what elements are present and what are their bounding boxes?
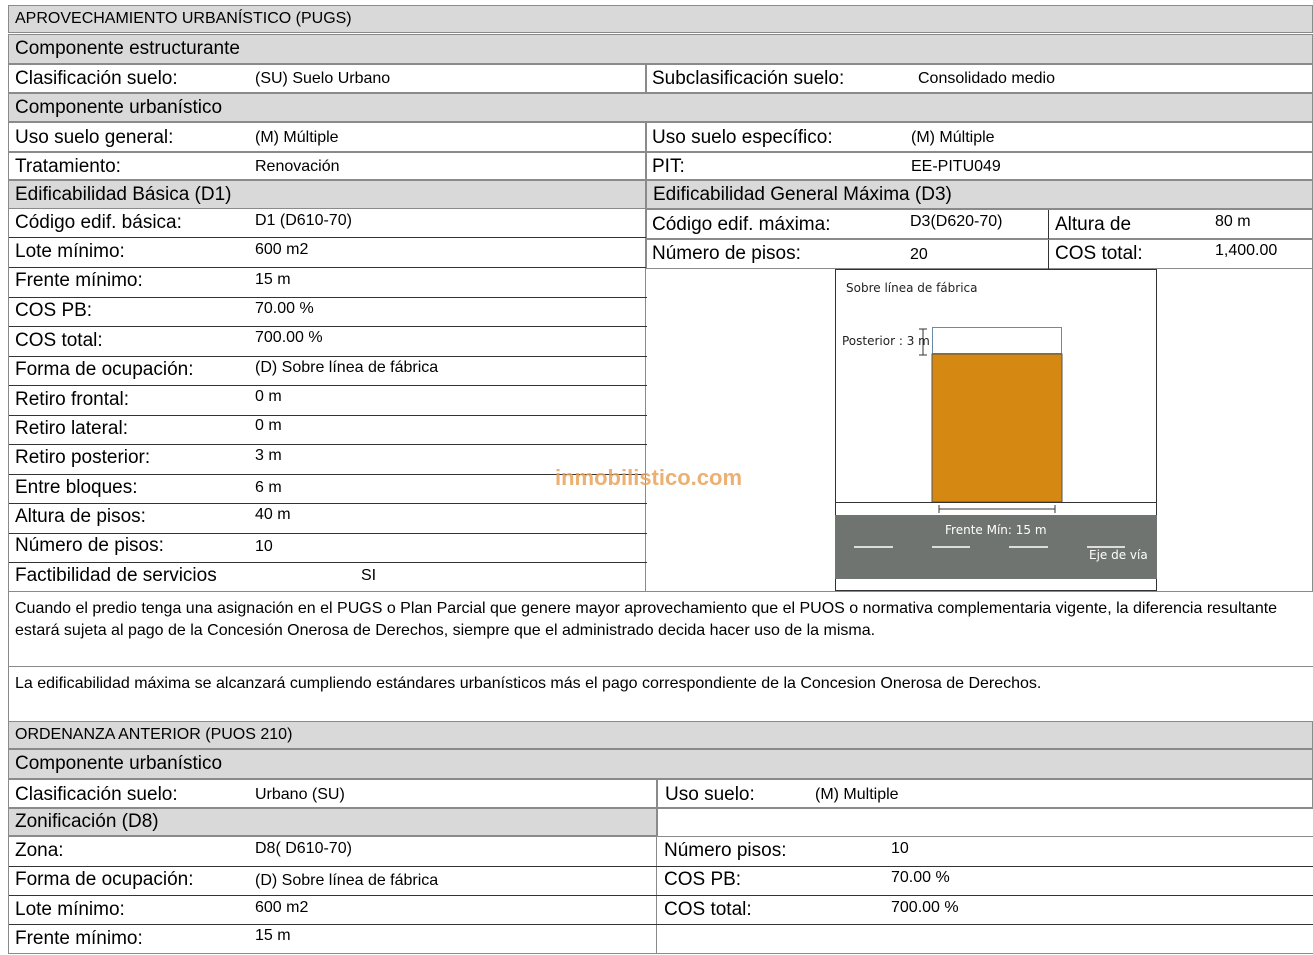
maxima-heading-text: Edificabilidad General Máxima (D3) [653,184,952,205]
puos-right-label: Número pisos: [664,840,787,861]
diagram-frente-label: Frente Mín: 15 m [945,523,1047,537]
puos-left-label: Zona: [15,840,64,861]
puos-clasificacion-value: Urbano (SU) [255,786,345,803]
basica-value: 15 m [255,271,291,288]
puos-right-label: COS PB: [664,869,742,890]
basica-label: Forma de ocupación: [15,359,194,380]
basica-value: 40 m [255,506,291,523]
clasificacion-label: Clasificación suelo: [15,68,178,89]
uso-especifico-row [646,122,1313,152]
urbanistico-heading-text: Componente urbanístico [15,97,223,118]
uso-general-row [8,122,646,152]
pugs-title-text: APROVECHAMIENTO URBANÍSTICO (PUGS) [15,10,352,27]
puos-left-value: 600 m2 [255,899,309,916]
note-edificabilidad: La edificabilidad máxima se alcanzará cumpliendo estándares urbanísticos más el pago correspondiente de la Concesion Onerosa de Derechos. [8,667,1313,721]
diagram-setback-rect [933,328,1062,354]
diagram-building [932,354,1062,502]
puos-right-table [657,836,1313,954]
pugs-title [8,5,1313,33]
basica-heading [8,180,646,209]
basica-value: 70.00 % [255,300,314,317]
estructurante-heading [8,34,1313,64]
puos-right-label: COS total: [664,899,752,920]
puos-right-value: 70.00 % [891,869,950,886]
puos-zonificacion-heading [8,808,657,836]
maxima-pisos-label: Número de pisos: [652,243,801,264]
watermark: inmobilistico.com [555,465,743,490]
maxima-altura-label: Altura de [1055,214,1132,235]
tratamiento-label: Tratamiento: [15,156,121,177]
estructurante-heading-text: Componente estructurante [15,38,240,59]
puos-heading [8,749,1313,779]
puos-right-value: 700.00 % [891,899,959,916]
puos-uso-row [657,779,1313,808]
puos-right-value: 10 [891,840,909,857]
maxima-altura-value: 80 m [1215,213,1251,230]
maxima-codigo-label: Código edif. máxima: [652,214,831,235]
puos-uso-label: Uso suelo: [665,784,755,805]
clasificacion-row [8,64,646,93]
tratamiento-value: Renovación [255,158,340,175]
basica-label: Retiro posterior: [15,447,151,468]
basica-label: Altura de pisos: [15,506,146,527]
basica-value: 3 m [255,447,282,464]
puos-left-value: D8( D610-70) [255,840,352,857]
maxima-pisos-value: 20 [910,246,928,263]
subclasificacion-label: Subclasificación suelo: [652,68,845,89]
basica-label: Retiro lateral: [15,418,128,439]
basica-label: Número de pisos: [15,535,164,556]
uso-especifico-label: Uso suelo específico: [652,127,833,148]
basica-value: 600 m2 [255,241,309,258]
subclasificacion-row [646,64,1313,93]
puos-left-label: Lote mínimo: [15,899,125,920]
subclasificacion-value: Consolidado medio [918,70,1055,87]
basica-value: D1 (D610-70) [255,212,352,229]
puos-left-table [8,836,657,954]
urbanistico-heading [8,93,1313,122]
maxima-row-pisos [646,239,1313,269]
puos-left-value: 15 m [255,927,291,944]
puos-clasificacion-row [8,779,657,808]
puos-zonificacion-blank [657,808,1313,836]
basica-label: Lote mínimo: [15,241,125,262]
basica-label: Código edif. básica: [15,212,182,233]
basica-table [8,209,646,592]
puos-title-text: ORDENANZA ANTERIOR (PUOS 210) [15,726,293,743]
puos-left-label: Forma de ocupación: [15,869,194,890]
clasificacion-value: (SU) Suelo Urbano [255,70,391,87]
basica-value: SI [361,567,377,584]
puos-zonificacion-text: Zonificación (D8) [15,811,159,832]
maxima-cos-label: COS total: [1055,243,1143,264]
uso-especifico-value: (M) Múltiple [911,129,995,146]
ocupacion-diagram [835,269,1158,592]
pit-label: PIT: [652,156,685,177]
puos-left-value: (D) Sobre línea de fábrica [255,872,439,889]
maxima-heading [646,180,1313,209]
basica-label: COS PB: [15,300,93,321]
basica-label: Entre bloques: [15,477,138,498]
uso-general-value: (M) Múltiple [255,129,339,146]
pit-row [646,152,1313,180]
basica-label: Frente mínimo: [15,270,143,291]
diagram-posterior-label: Posterior : 3 m [842,334,930,348]
basica-label: Factibilidad de servicios [15,565,217,586]
note-concesion: Cuando el predio tenga una asignación en el PUGS o Plan Parcial que genere mayor aprovechamiento que el PUOS o normativa complementaria vigente, la diferencia resultante estará sujeta al pago de la Concesión Onerosa de Derechos, siempre que el administrado decida hacer uso de la misma. [8,592,1313,667]
puos-heading-text: Componente urbanístico [15,753,223,774]
diagram-title: Sobre línea de fábrica [846,281,978,295]
diagram-eje-label: Eje de vía [1089,548,1148,562]
uso-general-label: Uso suelo general: [15,127,174,148]
basica-heading-text: Edificabilidad Básica (D1) [15,184,232,205]
basica-value: 700.00 % [255,329,323,346]
basica-label: Retiro frontal: [15,389,130,410]
maxima-codigo-value: D3(D620-70) [910,213,1003,230]
basica-value: (D) Sobre línea de fábrica [255,359,439,376]
puos-title [8,721,1313,749]
basica-label: COS total: [15,330,103,351]
maxima-row-codigo [646,209,1313,239]
tratamiento-row [8,152,646,180]
puos-left-label: Frente mínimo: [15,928,143,949]
basica-value: 10 [255,538,273,555]
puos-clasificacion-label: Clasificación suelo: [15,784,178,805]
pit-value: EE-PITU049 [911,158,1001,175]
basica-value: 6 m [255,479,282,496]
basica-value: 0 m [255,388,282,405]
puos-uso-value: (M) Multiple [815,786,899,803]
basica-value: 0 m [255,417,282,434]
maxima-cos-value: 1,400.00 [1215,242,1278,259]
